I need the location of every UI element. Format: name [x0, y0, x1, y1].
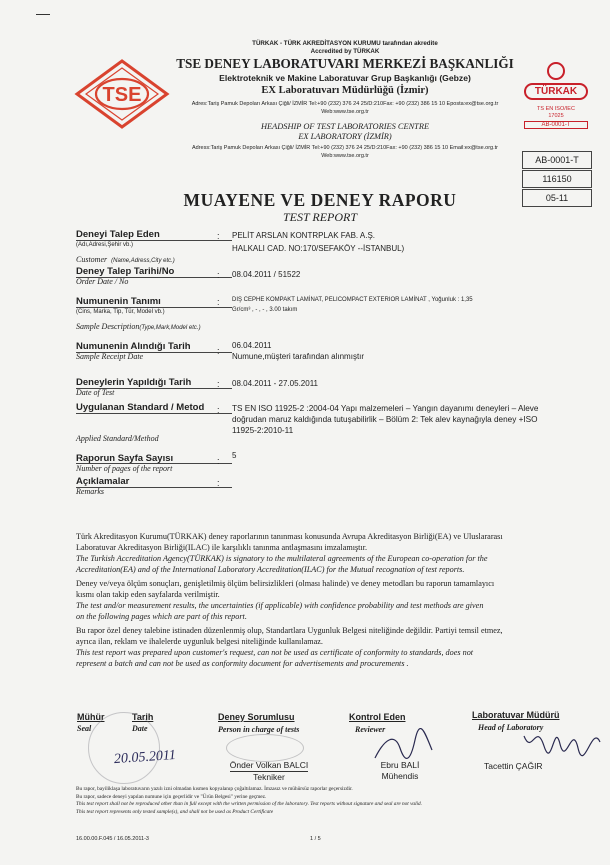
corner-mark [36, 14, 50, 15]
report-title-block [150, 190, 490, 224]
remarks-colon: : [217, 478, 220, 488]
test-dates-colon: : [217, 379, 220, 389]
footer-line-4: This test report represents only tested sample(s), and shall not be used as Product Certificate [76, 808, 274, 815]
manager-name: Tacettin ÇAĞIR [484, 761, 543, 771]
standard-value [232, 403, 538, 436]
paragraph-1-line-2: Laboratuvar Akreditasyon Birliği(ILAC) ile karşılıklı tanınma antlaşmasını imzalamıştır. [76, 543, 368, 552]
test-dates-underline [76, 388, 232, 389]
responsible-signature [214, 760, 324, 783]
header-block [160, 40, 530, 160]
header-title: TSE DENEY LABORATUVARI MERKEZİ BAŞKANLIĞI [176, 56, 514, 71]
header-en-web: Web:www.tse.org.tr [321, 153, 369, 159]
header-en-lab: EX LABORATORY (İZMİR) [298, 132, 392, 141]
date-title: Tarih [132, 712, 154, 722]
accredited-en: Accredited by TÜRKAK [310, 48, 380, 55]
paragraph-2-line-1: Deney ve/veya ölçüm sonuçları, genişletilmiş ölçüm belirsizlikleri (olması halinde) ve deney metodları bu raporun tamamlayıcı [76, 579, 495, 588]
requester-hint: (Adı,Adresi,Şehir vb.) [76, 242, 134, 248]
manager-signature-mark [520, 716, 604, 760]
manager-en: Head of Laboratory [478, 723, 544, 732]
requester-en: Customer [76, 255, 108, 264]
paragraph-1-line-3: The Turkish Accreditation Agency(TÜRKAK) is signatory to the multilateral agreements of the European co-operation for the [76, 554, 488, 563]
remarks-underline [76, 487, 232, 488]
test-dates-value: 08.04.2011 - 27.05.2011 [232, 379, 318, 388]
control-name: Ebru BALİ [380, 760, 420, 770]
page-number: 1 / 5 [310, 836, 321, 842]
request-date-value: 08.04.2011 / 51522 [232, 270, 301, 279]
paragraph-3-line-2: ayrıca ilan, reklam ve ihalelerde uygunluk belgesi niteliğinde kullanılamaz. [76, 637, 323, 646]
control-signature [345, 760, 455, 782]
pages-label-text: Raporun Sayfa Sayısı [76, 453, 174, 464]
pages-colon: : [217, 456, 220, 466]
responsible-stamp [226, 734, 304, 762]
pages-underline [76, 463, 232, 464]
test-dates-label-text: Deneylerin Yapıldığı Tarih [76, 377, 192, 388]
paragraph-3-line-3: This test report was prepared upon customer's request, can not be used as certificate of conformity to standards, does not [76, 648, 474, 657]
seal-stamp [88, 712, 160, 784]
paragraph-1-line-1: Türk Akreditasyon Kurumu(TÜRKAK) deney raporlarının tanınması konusunda Avrupa Akreditasyon Birliği(EA) ve Uluslararası [76, 532, 503, 541]
receipt-colon: : [217, 346, 220, 356]
turkak-code: AB-0001-T [524, 121, 588, 129]
responsible-en: Person in charge of tests [218, 725, 300, 734]
turkak-name: TÜRKAK [524, 83, 588, 100]
sample-colon: : [217, 297, 220, 307]
handwritten-date: 20.05.2011 [113, 747, 177, 768]
pages-value: 5 [232, 451, 237, 460]
turkak-standard-no: 17025 [548, 113, 564, 119]
requester-label [76, 229, 175, 267]
tse-logo [74, 58, 170, 130]
responsible-name: Önder Volkan BALCI [229, 760, 309, 770]
accreditation-paragraph [76, 531, 576, 575]
paragraph-3-line-1: Bu rapor özel deney talebine istinaden düzenlenmiş olup, Standartlara Uygunluk Belgesi niteliğinde değildir. Partiyi temsil etmez, [76, 626, 503, 635]
requester-value-1: PELİT ARSLAN KONTRPLAK FAB. A.Ş. [232, 231, 376, 240]
standard-en [76, 434, 159, 443]
header-lab: EX Laboratuvarı Müdürlüğü (İzmir) [261, 85, 429, 96]
accredited-tr: TÜRKAK - TÜRK AKREDİTASYON KURUMU tarafından akredite [252, 40, 438, 47]
footer-line-1: Bu rapor, bayiliklaşa laboratuvarın yazılı izni olmadan kısmen kopyalanıp çoğaltılamaz. İmzasız ve mühürsüz raporlar geçersizdir. [76, 786, 353, 792]
paragraph-2-line-4: on the following pages which are part of this report. [76, 612, 247, 621]
turkak-standard: TS EN ISO/IEC [537, 106, 575, 112]
receipt-value-2: Numune,müşteri tarafından alınmıştır [232, 352, 365, 361]
standard-en-text: Applied Standard/Method [76, 434, 159, 443]
seal-title: Mühür [77, 712, 105, 722]
paragraph-2-line-2: kısmı olan takip eden sayfalarda verilmiştir. [76, 590, 220, 599]
header-address: Adres:Tariş Pamuk Depoları Arkası Çiğli/ İZMİR Tel:+90 (232) 376 24 25/D:210Fax: +90 (232) 386 15 10 Eposta:ex@tse.org.tr [191, 101, 499, 107]
sample-en: Sample Description [76, 322, 140, 331]
turkak-emblem [547, 62, 565, 80]
request-date-en: Order Date / No [76, 277, 129, 286]
control-title: Kontrol Eden [349, 712, 406, 722]
requester-en-hint: (Name,Adress,City etc.) [111, 258, 175, 264]
footer-line-3: This test report shall not be reproduced other than in full except with the written permission of the laboratory. Test reports without signature and seal are not valid. [76, 801, 423, 807]
paragraph-2-line-3: The test and/or measurement results, the uncertainties (if applicable) with confidence probability and test methods are given [76, 601, 484, 610]
request-date-label-text: Deney Talep Tarihi/No [76, 266, 175, 277]
remarks-en: Remarks [76, 487, 104, 496]
request-date-underline [76, 277, 232, 278]
turkak-logo [524, 62, 588, 140]
conformity-paragraph [76, 625, 576, 669]
request-date-colon: : [217, 270, 220, 280]
receipt-en: Sample Receipt Date [76, 352, 144, 361]
paragraph-3-line-4: represent a batch and can not be used as conformity document for advertisements and procurements . [76, 659, 409, 668]
paragraph-1-line-4: Accreditation(EA) and of the International Laboratory Accreditation(ILAC) for the Mutual recognation of test reports. [76, 565, 465, 574]
sample-value-2: Gr/cm³ , - , - , 3.00 takım [232, 307, 298, 313]
document-code: 16.00.00.F.045 / 16.05.2011-3 [76, 836, 149, 842]
requester-colon: : [217, 231, 220, 241]
results-paragraph [76, 578, 576, 622]
standard-colon: : [217, 405, 220, 415]
footer-line-2: Bu rapor, sadece deneyi yapılan numune için geçerlidir ve "Ürün Belgesi" yerine geçmez. [76, 793, 267, 800]
test-dates-en: Date of Test [76, 388, 115, 397]
header-en-address: Adress:Tariş Pamuk Depoları Arkası Çiğli/ İZMİR Tel:+90 (232) 376 24 25/D:210Fax: +90 (232) 386 15 10 Email:ex@tse.org.tr [192, 145, 498, 151]
report-subtitle: TEST REPORT [282, 210, 358, 224]
report-title: MUAYENE VE DENEY RAPORU [183, 190, 457, 210]
accreditation-no-box: AB-0001-T [522, 151, 592, 169]
requester-value-2: HALKALI CAD. NO:170/SEFAKÖY --İSTANBUL) [232, 244, 405, 253]
header-web: Web:www.tse.org.tr [321, 109, 369, 115]
sample-hint: (Cins, Marka, Tip, Tür, Model vb.) [76, 309, 165, 315]
header-subtitle: Elektroteknik ve Makine Laboratuvar Grup Başkanlığı (Gebze) [219, 73, 471, 83]
requester-label-text: Deneyi Talep Eden [76, 229, 160, 240]
control-en: Reviewer [355, 725, 386, 734]
standard-line-3: 11925-2:2010-11 [232, 426, 294, 435]
standard-line-2: doğrudan maruz kaldığında tutuşabilirlik – Bölüm 2: Tek alev kaynağıyla deney +ISO [232, 415, 538, 424]
receipt-value-1: 06.04.2011 [232, 341, 272, 350]
receipt-label-text: Numunenin Alındığı Tarih [76, 341, 191, 352]
standard-line-1: TS EN ISO 11925-2 :2004-04 Yapı malzemeleri – Yangın dayanımı deneyleri – Aleve [232, 404, 539, 413]
report-no-box: 116150 [522, 170, 592, 188]
manager-title: Laboratuvar Müdürü [472, 710, 560, 720]
remarks-label [76, 476, 129, 496]
responsible-role: Tekniker [253, 772, 285, 782]
date-code-box: 05-11 [522, 189, 592, 207]
sample-label-text: Numunenin Tanımı [76, 296, 161, 307]
sample-label [76, 296, 201, 334]
receipt-label [76, 341, 191, 361]
sample-value-1: DIŞ CEPHE KOMPAKT LAMİNAT, PELICOMPACT EXTERIOR LAMİNAT , Yoğunluk : 1,35 [232, 297, 473, 303]
requester-underline [76, 240, 232, 241]
header-en-title: HEADSHIP OF TEST LABORATORIES CENTRE [260, 122, 430, 131]
control-signature-mark [370, 728, 440, 764]
tse-logo-text: TSE [102, 84, 142, 106]
standard-underline [76, 413, 232, 414]
standard-label-text: Uygulanan Standard / Metod [76, 402, 205, 413]
control-role: Mühendis [381, 771, 419, 781]
seal-en: Seal [77, 724, 92, 733]
date-en: Date [132, 724, 148, 733]
footer-notes [76, 786, 586, 816]
receipt-underline [76, 352, 232, 353]
test-dates-label [76, 377, 191, 397]
remarks-label-text: Açıklamalar [76, 476, 130, 487]
request-date-label [76, 266, 174, 286]
sample-en-hint: (Type,Mark,Model etc.) [139, 325, 201, 331]
responsible-title: Deney Sorumlusu [218, 712, 295, 722]
pages-en: Number of pages of the report [76, 464, 173, 473]
sample-underline [76, 307, 232, 308]
standard-label [76, 402, 204, 413]
